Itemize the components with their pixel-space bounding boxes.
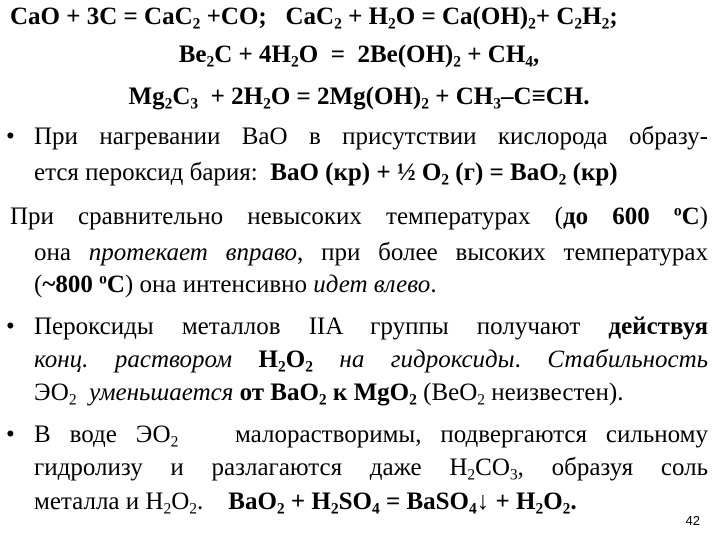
paragraph-water-line-1: В воде $ЭО_2$ малорастворимы, подвергаются сильному [34, 421, 708, 451]
paragraph-baO-line-1: При нагревании BaO в присутствии кислорода образу- [34, 123, 708, 150]
paragraph-peroxide-line-2: конц. раствором $H_2O_2$ на гидроксиды. Стабильность [34, 346, 709, 376]
page-number: 42 [685, 513, 700, 528]
equation-line-1: CaO + 3C = CaC$_2$ +CO; $CaC_2 + H_2O = Ca(OH)_2+ C_2H_2$; [10, 3, 618, 33]
paragraph-peroxide-line-3: $ЭО_2$ уменьшается от BaO$_2$ к MgO$_2$ (BeO$_2$ неизвестен). [34, 379, 624, 409]
paragraph-water-line-2: гидролизу и разлагаются даже $H_2CO_3$, образуя соль [34, 454, 708, 484]
bullet-1: • [6, 123, 15, 150]
paragraph-temp-line-1: При сравнительно невысоких температурах (до 600 $^o$C) [10, 202, 708, 230]
bullet-3: • [6, 421, 15, 448]
paragraph-peroxide-line-1: Пероксиды металлов IIA группы получают действуя [34, 313, 708, 340]
equation-line-3: $Mg_2C_3 + 2H_2O = 2Mg(OH)_2 + CH_3-C\equiv CH$. [128, 83, 590, 113]
paragraph-temp-line-3: (~800 $^o$C) она интенсивно идет влево. [34, 270, 437, 298]
paragraph-water-line-3: металла и $H_2O_2$. $BaO_2 + H_2SO_4$ = BaSO$_4$↓ + $H_2O_2$. [34, 488, 577, 518]
equation-line-2: $Be_2C + 4H_2O = 2Be(OH)_2 + CH_4$, [178, 41, 540, 71]
bullet-2: • [6, 313, 15, 340]
paragraph-baO-line-2: ется пероксид бария: BaO (кр) + ½ $O_2$ (г) = BaO$_2$ (кр) [34, 159, 618, 189]
paragraph-temp-line-2: она протекает вправо, при более высоких температурах [34, 239, 709, 266]
